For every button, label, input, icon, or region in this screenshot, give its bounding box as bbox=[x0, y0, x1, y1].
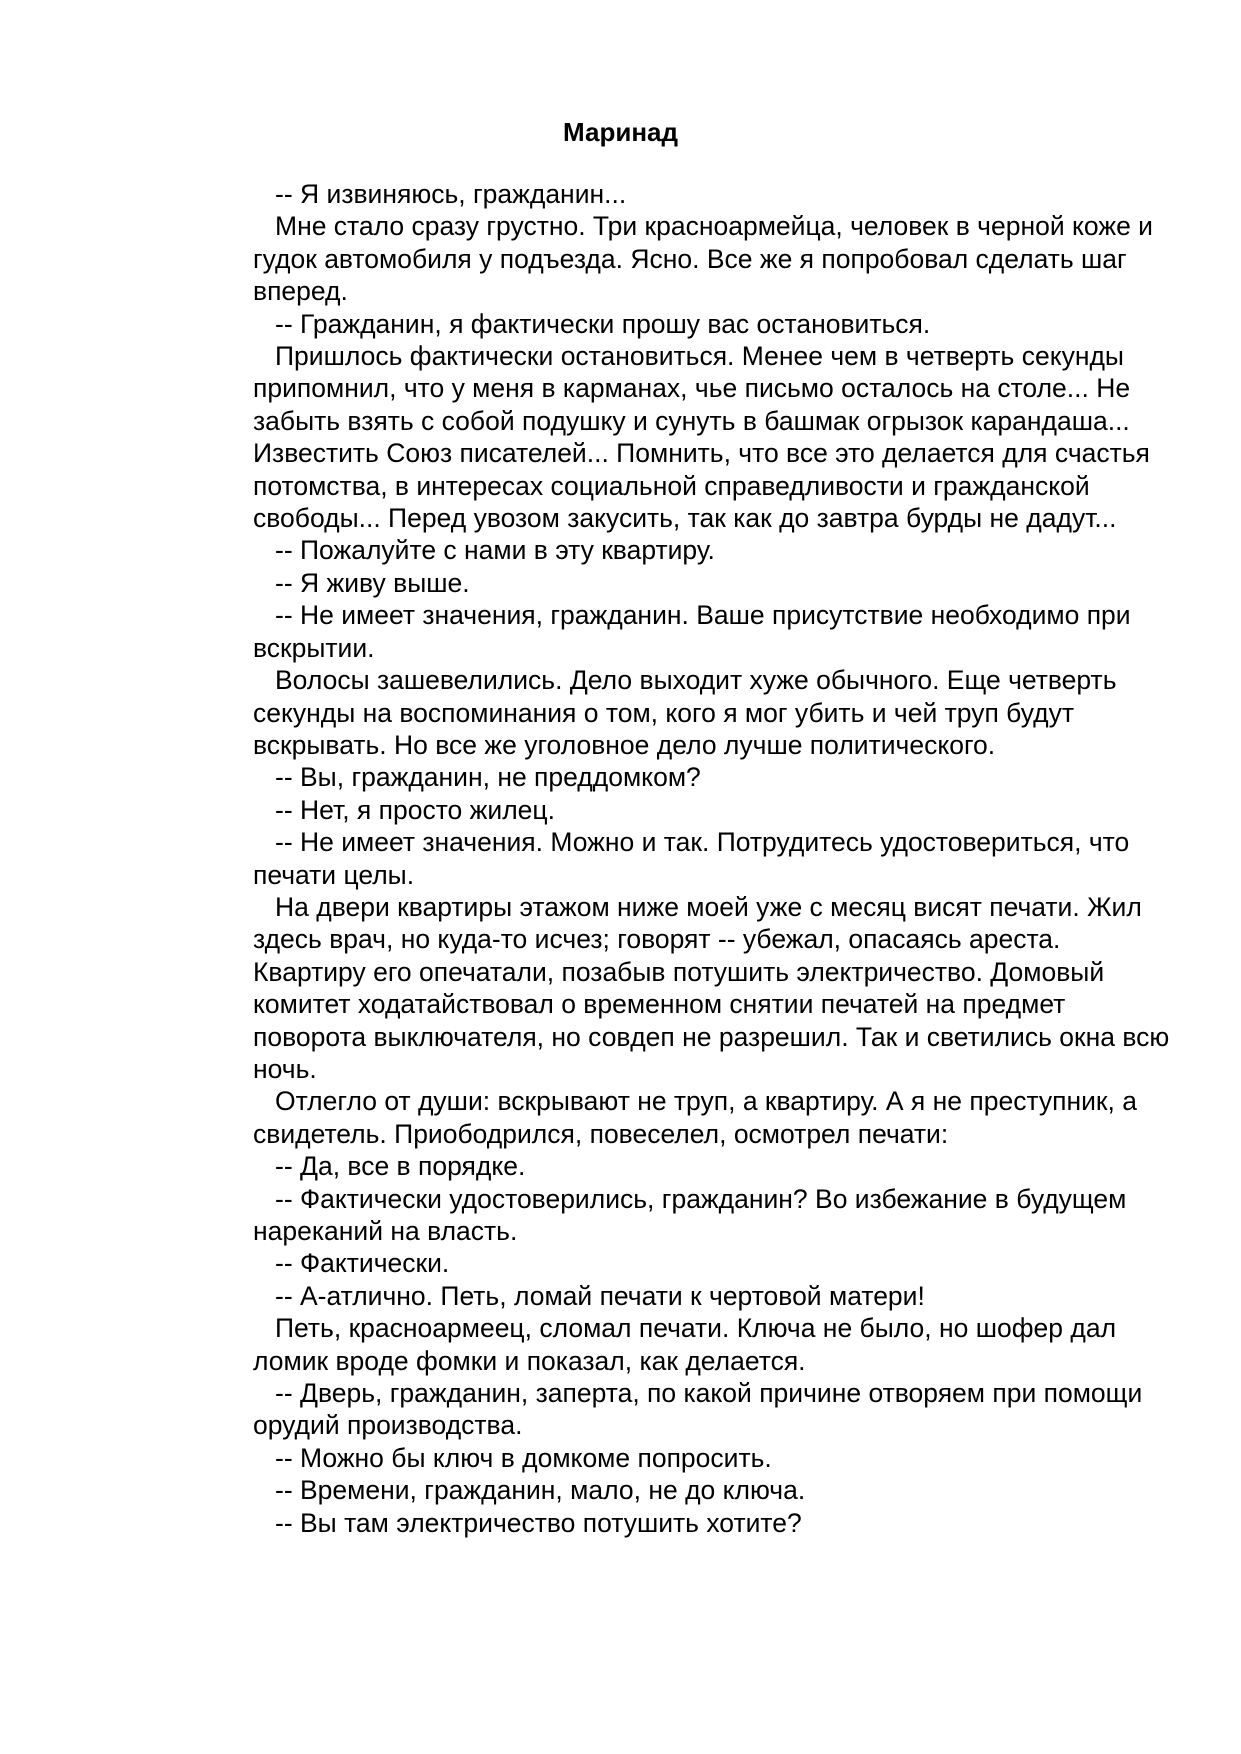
paragraph: -- А-атлично. Петь, ломай печати к чертовой матери! bbox=[275, 1280, 925, 1311]
paragraph: -- Вы, гражданин, не преддомком? bbox=[275, 762, 701, 793]
paragraph: -- Не имеет значения, гражданин. Ваше присутствие необходимо при вскрытии. bbox=[253, 600, 1131, 663]
paragraph: -- Не имеет значения. Можно и так. Потрудитесь удостовериться, что печати целы. bbox=[253, 827, 1130, 890]
paragraph: Мне стало сразу грустно. Три красноармейца, человек в черной коже и гудок автомобиля у подъезда. Ясно. Все же я попробовал сделать шаг вперед. bbox=[253, 211, 1153, 307]
paragraph: Отлегло от души: вскрывают не труп, а квартиру. А я не преступник, а свидетель. Приободрился, повеселел, осмотрел печати: bbox=[253, 1086, 1137, 1149]
paragraph: Волосы зашевелились. Дело выходит хуже обычного. Еще четверть секунды на воспоминания о том, кого я мог убить и чей труп будут вскрывать. Но все же уголовное дело лучше политического. bbox=[253, 665, 1117, 760]
paragraph: Петь, красноармеец, сломал печати. Ключа не было, но шофер дал ломик вроде фомки и показал, как делается. bbox=[253, 1313, 1117, 1376]
paragraph: -- Пожалуйте с нами в эту квартиру. bbox=[275, 535, 715, 566]
paragraph: -- Вы там электричество потушить хотите? bbox=[275, 1507, 802, 1538]
paragraph: -- Я живу выше. bbox=[275, 567, 470, 598]
paragraph: -- Нет, я просто жилец. bbox=[275, 794, 555, 825]
document-body bbox=[253, 178, 1173, 1539]
paragraph: -- Можно бы ключ в домкоме попросить. bbox=[275, 1442, 772, 1473]
paragraph: -- Гражданин, я фактически прошу вас остановиться. bbox=[275, 308, 931, 339]
document-title: Маринад bbox=[563, 117, 678, 147]
paragraph: На двери квартиры этажом ниже моей уже с месяц висят печати. Жил здесь врач, но куда-то исчез; говорят -- убежал, опасаясь ареста. Квартиру его опечатали, позабыв потушить электричество. Домовый комитет ходатайствовал о временном снятии печатей на предмет поворота выключателя, но совдеп не разрешил. Так и светились окна всю ночь. bbox=[253, 891, 1170, 1084]
paragraph: -- Фактически удостоверились, гражданин? Во избежание в будущем нареканий на власть. bbox=[253, 1183, 1127, 1246]
paragraph: Пришлось фактически остановиться. Менее чем в четверть секунды припомнил, что у меня в карманах, чье письмо осталось на столе... Не забыть взять с собой подушку и сунуть в башмак огрызок карандаша... Известить Союз писателей... Помнить, что все это делается для счастья потомства, в интересах социальной справедливости и гражданской свободы... Перед увозом закусить, так как до завтра бурды не дадут... bbox=[253, 341, 1150, 534]
paragraph: -- Я извиняюсь, гражданин... bbox=[275, 179, 627, 209]
paragraph: -- Времени, гражданин, мало, не до ключа. bbox=[275, 1475, 806, 1506]
paragraph: -- Фактически. bbox=[275, 1248, 450, 1279]
paragraph: -- Да, все в порядке. bbox=[275, 1151, 526, 1182]
paragraph: -- Дверь, гражданин, заперта, по какой причине отворяем при помощи орудий производства. bbox=[253, 1378, 1143, 1441]
